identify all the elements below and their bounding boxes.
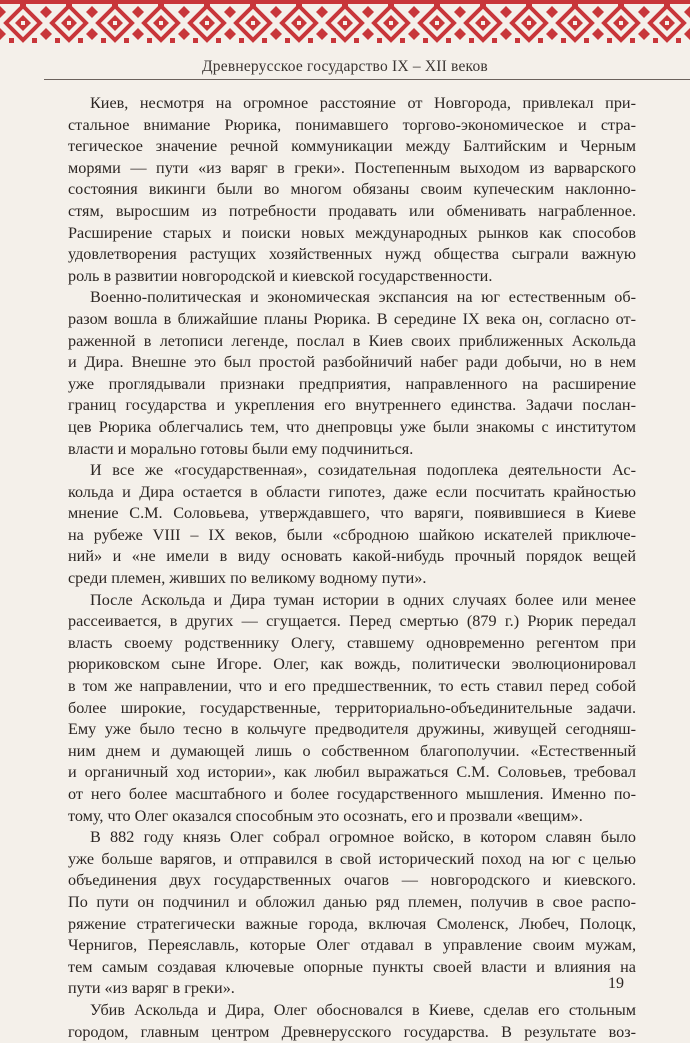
text-line: И все же «государственная», созидательная подоплека деятельности Ас- [90, 461, 636, 480]
text-line: на рубеже VIII – IX веков, были «сбродною шайкою искателей приключе- [68, 525, 636, 544]
text-line: тем самым создавая ключевые опорные пункты своей власти и влияния на [68, 957, 636, 976]
text-line: Убив Аскольда и Дира, Олег обосновался в Киеве, сделав его стольным [90, 1000, 636, 1019]
text-line: власти и морально готовы были ему подчиниться. [68, 439, 414, 458]
text-line: ряжение стратегически важные города, включая Смоленск, Любеч, Полоцк, [68, 914, 636, 933]
text-line: мнение С.М. Соловьева, утверждавшего, что варяги, появившиеся в Киеве [68, 504, 636, 523]
text-line: рюриковском сыне Игоре. Олег, как вождь, политически эволюционировал [68, 655, 636, 674]
text-line: более широкие, государственные, территориально-объединительные задачи. [68, 698, 636, 717]
text-line: границ государства и укрепления его внутреннего единства. Задачи послан- [68, 396, 636, 415]
text-line: тому, что Олег оказался способным это осознать, его и прозвали «вещим». [68, 806, 583, 825]
text-line: рассеивается, в других — сгущается. Перед смертью (879 г.) Рюрик передал [68, 612, 636, 631]
text-line: стальное внимание Рюрика, понимавшего торгово-экономическое и стра- [68, 115, 636, 134]
text-line: и Дира. Внешне это был простой разбойничий набег ради добычи, но в нем [68, 353, 636, 372]
header-rule [44, 79, 690, 80]
text-line: разом вошла в ближайшие планы Рюрика. В середине IX века он, согласно от- [68, 309, 636, 328]
text-line: от него более масштабного и более государственного мышления. Именно по- [68, 785, 636, 803]
text-line: Военно-политическая и экономическая экспансия на юг естественным об- [90, 288, 636, 307]
text-line: После Аскольда и Дира туман истории в одних случаях более или менее [90, 590, 636, 609]
text-line: состояния викинги были во многом обязаны своим купеческим наклонно- [68, 180, 636, 199]
folk-ornament-border [0, 0, 690, 46]
text-line: среди племен, живших по великому водному пути». [68, 569, 427, 588]
text-line: По пути он подчинил и обложил данью ряд племен, получив в свое распо- [68, 892, 636, 911]
running-header [0, 56, 690, 76]
text-line: объединения двух государственных очагов — новгородского и киевского. [68, 871, 636, 890]
text-line: ним днем и думающей лишь о собственном благополучии. «Естественный [68, 741, 636, 760]
text-line: кольда и Дира остается в области гипотез, даже если посчитать крайностью [68, 482, 636, 501]
text-line: уже проглядывали признаки предприятия, направленного на расширение [68, 374, 636, 393]
text-line: Чернигов, Переяславль, которые Олег отдавал в управление своим мужам, [68, 936, 636, 955]
text-line: роль в развитии новгородской и киевской государственности. [68, 266, 493, 285]
text-line: цев Рюрика облегчались тем, что днепровцы уже были знакомы с институтом [68, 417, 636, 436]
text-line: в том же направлении, что и его предшественник, то есть ставил перед собой [68, 677, 636, 696]
running-title: Древнерусское государство IX – XII веков [202, 58, 488, 75]
text-line: власть своему родственнику Олегу, ставшему одновременно регентом при [68, 633, 636, 652]
text-line: стям, выросшим из потребности продавать или обменивать награбленное. [68, 201, 636, 220]
text-line: Расширение старых и поиски новых международных рынков как способов [68, 223, 636, 242]
text-line: уже больше варягов, и отправился в свой исторический поход на юг с целью [68, 849, 636, 868]
text-line: тегическое значение речной коммуникации между Балтийским и Черным [68, 137, 636, 156]
page-number: 19 [608, 975, 624, 992]
text-line: ний» и «не имели в виду основать какой-нибудь прочный порядок вещей [68, 547, 636, 566]
text-line: и органичный ход истории», как любил выражаться С.М. Соловьев, требовал [68, 763, 636, 782]
text-line: Ему уже было тесно в кольчуге предводителя дружины, живущей сегодняш- [68, 720, 636, 739]
text-line: раженной в летописи легенде, послал в Киев своих приближенных Аскольда [68, 331, 636, 350]
text-line: Киев, несмотря на огромное расстояние от Новгорода, привлекал при- [90, 94, 636, 112]
text-line: пути «из варяг в греки». [68, 979, 235, 998]
text-line: В 882 году князь Олег собрал огромное войско, в котором славян было [90, 828, 636, 847]
text-line: удовлетворения растущих хозяйственных нужд общества сыграли важную [68, 245, 636, 264]
text-line: городом, главным центром Древнерусского государства. В результате воз- [68, 1022, 636, 1041]
text-line: морями — пути «из варяг в греки». Постепенным выходом из варварского [68, 158, 636, 177]
body-text [68, 93, 636, 1043]
